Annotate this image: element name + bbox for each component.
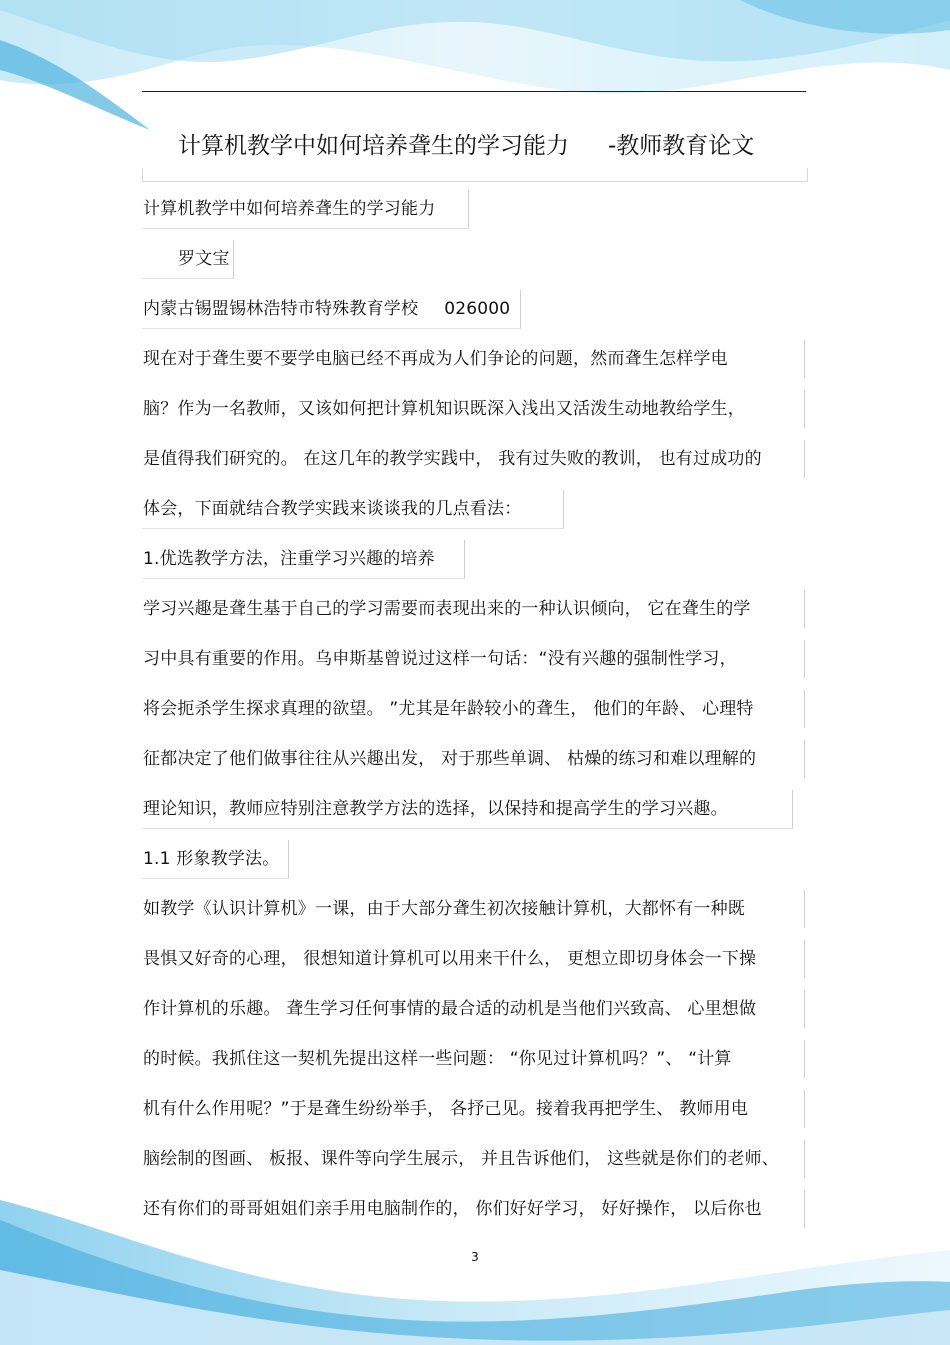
body-line: 脑绘制的图画、 板报、课件等向学生展示， 并且告诉他们， 这些就是你们的老师、 (143, 1149, 780, 1169)
body-line: 还有你们的哥哥姐姐们亲手用电脑制作的， 你们好好学习， 好好操作， 以后你也 (143, 1199, 762, 1219)
article-author: 罗文宝 (178, 249, 230, 269)
body-line: 将会扼杀学生探求真理的欲望。 ”尤其是年龄较小的聋生， 他们的年龄、 心理特 (143, 699, 754, 719)
body-line: 机有什么作用呢？”于是聋生纷纷举手， 各抒己见。接着我再把学生、 教师用电 (143, 1099, 749, 1119)
body-line: 畏惧又好奇的心理， 很想知道计算机可以用来干什么， 更想立即切身体会一下操 (143, 949, 757, 969)
body-line: 如教学《认识计算机》一课，由于大部分聋生初次接触计算机，大都怀有一种既 (143, 899, 745, 919)
body-line: 征都决定了他们做事往往从兴趣出发， 对于那些单调、 枯燥的练习和难以理解的 (143, 749, 757, 769)
section-heading: 1.优选教学方法，注重学习兴趣的培养 (143, 549, 435, 569)
article-affiliation (143, 297, 510, 321)
body-line: 脑？作为一名教师，又该如何把计算机知识既深入浅出又活泼生动地教给学生， (143, 399, 745, 419)
body-line: 现在对于聋生要不要学电脑已经不再成为人们争论的问题，然而聋生怎样学电 (143, 349, 728, 369)
header-rule (142, 91, 806, 92)
body-line: 理论知识，教师应特别注意教学方法的选择，以保持和提高学生的学习兴趣。 (143, 799, 728, 819)
body-line: 作计算机的乐趣。 聋生学习任何事情的最合适的动机是当他们兴致高、 心里想做 (143, 999, 757, 1019)
body-line: 习中具有重要的作用。乌申斯基曾说过这样一句话：“没有兴趣的强制性学习， (143, 649, 737, 669)
body-line: 是值得我们研究的。 在这几年的教学实践中， 我有过失败的教训， 也有过成功的 (143, 449, 762, 469)
title-underline-box (142, 168, 808, 182)
title-main: 计算机教学中如何培养聋生的学习能力 (178, 133, 569, 159)
article-subtitle: 计算机教学中如何培养聋生的学习能力 (143, 199, 436, 219)
body-line: 的时候。我抓住这一契机先提出这样一些问题： “你见过计算机吗？”、 “计算 (143, 1049, 732, 1069)
body-line: 体会，下面就结合教学实践来谈谈我的几点看法： (143, 499, 522, 519)
postcode: 026000 (444, 299, 511, 319)
affiliation-name: 内蒙古锡盟锡林浩特市特殊教育学校 (143, 299, 419, 319)
body-line: 学习兴趣是聋生基于自己的学习需要而表现出来的一种认识倾向， 它在聋生的学 (143, 599, 751, 619)
page-number: 3 (471, 1250, 479, 1264)
title-suffix: -教师教育论文 (608, 133, 755, 159)
subsection-heading: 1.1 形象教学法。 (143, 849, 280, 869)
